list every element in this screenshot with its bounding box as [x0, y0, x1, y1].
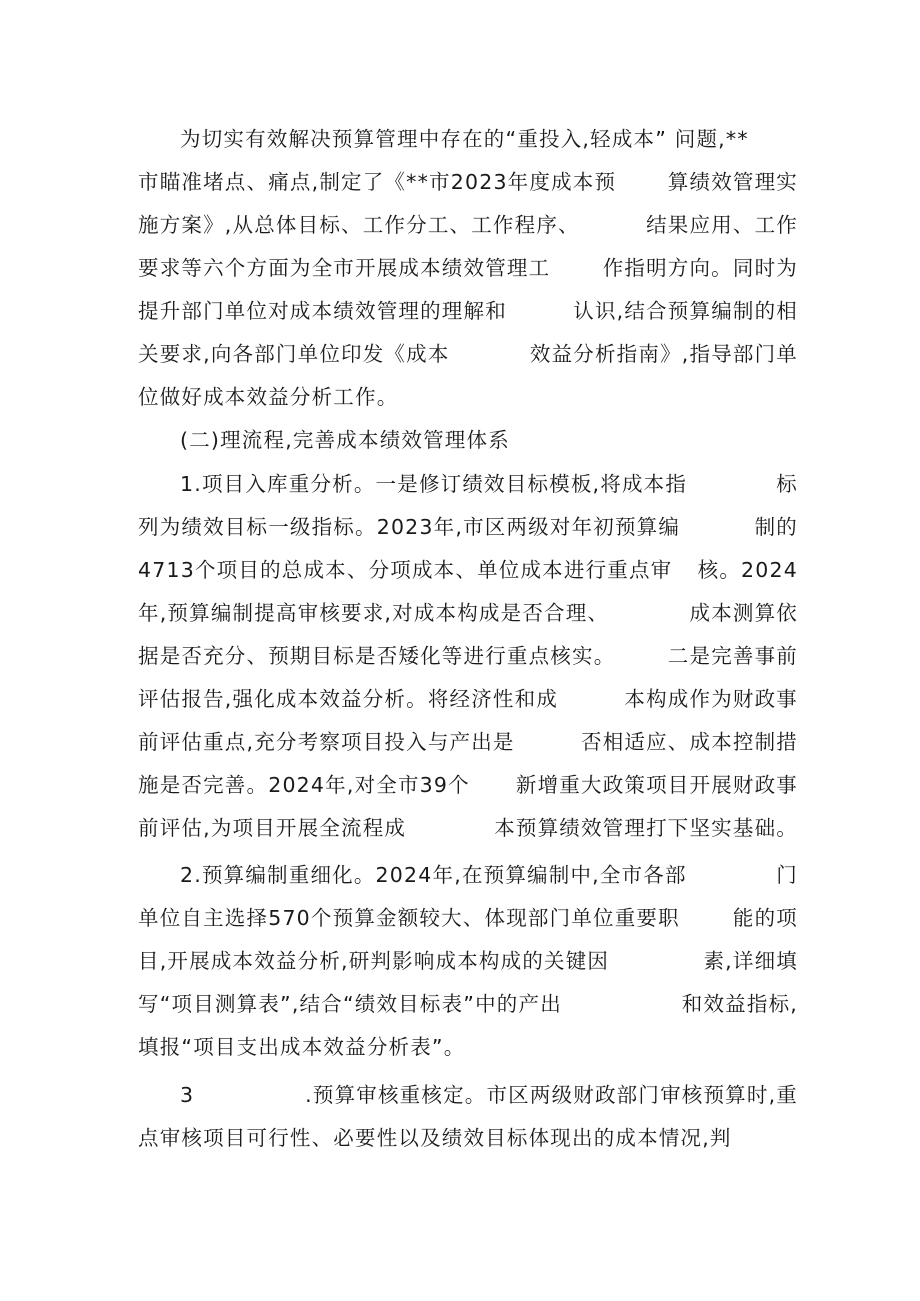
text-segment: 否相适应、成本控制措: [581, 730, 798, 754]
text-segment: 结果应用、工作: [646, 213, 798, 237]
paragraph-line: [138, 335, 798, 373]
paragraph-line: [138, 594, 798, 632]
paragraph-line: [138, 680, 798, 718]
text-segment: 素,详细填: [703, 949, 798, 973]
text-segment: 提升部门单位对成本绩效管理的理解和: [138, 299, 507, 323]
text-segment: 列为绩效目标一级指标。2023年,市区两级对年初预算编: [138, 515, 681, 539]
text-segment: 二是完善事前: [667, 644, 798, 668]
text-segment: 评估报告,强化成本效益分析。将经济性和成: [138, 687, 559, 711]
text-segment: 位做好成本效益分析工作。: [138, 385, 399, 409]
text-segment: 本构成作为财政事: [624, 687, 798, 711]
paragraph-line: [138, 1028, 798, 1066]
text-segment: 新增重大政策项目开展财政事: [515, 773, 798, 797]
paragraph-line: [138, 378, 798, 416]
text-segment: 前评估重点,充分考察项目投入与产出是: [138, 730, 515, 754]
text-segment: 核。2024: [697, 558, 798, 582]
text-segment: 4713个项目的总成本、分项成本、单位成本进行重点审: [138, 558, 673, 582]
text-segment: 写“项目测算表”,结合“绩效目标表”中的产出: [138, 992, 562, 1016]
text-segment: 目,开展成本效益分析,研判影响成本构成的关键因: [138, 949, 610, 973]
text-segment: 本预算绩效管理打下坚实基础。: [494, 816, 798, 840]
paragraph-line: [138, 723, 798, 761]
paragraph-line: [138, 292, 798, 330]
text-segment: 要求等六个方面为全市开展成本绩效管理工: [138, 256, 551, 280]
text-segment: 标: [776, 472, 798, 496]
paragraph-line: [138, 942, 798, 980]
text-segment: 成本测算依: [689, 601, 798, 625]
paragraph-line: [138, 899, 798, 937]
text-segment: 1.项目入库重分析。一是修订绩效目标模板,将成本指: [180, 472, 688, 496]
text-segment: 关要求,向各部门单位印发《成本: [138, 342, 450, 366]
text-segment: 门: [776, 863, 798, 887]
text-segment: 施方案》,从总体目标、工作分工、工作程序、: [138, 213, 580, 237]
paragraph-line: [138, 120, 798, 158]
text-segment: 施是否完善。2024年,对全市39个: [138, 773, 470, 797]
paragraph-line: [138, 856, 798, 894]
paragraph-line: [138, 249, 798, 287]
text-segment: 2.预算编制重细化。2024年,在预算编制中,全市各部: [180, 863, 687, 887]
text-segment: 3: [180, 1083, 195, 1107]
text-segment: .预算审核重核定。市区两级财政部门审核预算时,重: [305, 1083, 798, 1107]
heading-text: (二)理流程,完善成本绩效管理体系: [180, 428, 510, 452]
paragraph-line: [138, 985, 798, 1023]
paragraph-line: [138, 163, 798, 201]
text-segment: 作指明方向。同时为: [602, 256, 798, 280]
text-segment: 能的项: [732, 906, 798, 930]
paragraph-line: [138, 637, 798, 675]
text-segment: 为切实有效解决预算管理中存在的“重投入,轻成本” 问题,**: [180, 127, 749, 151]
paragraph-line: [138, 766, 798, 804]
text-segment: 填报“项目支出成本效益分析表”。: [138, 1035, 466, 1059]
section-heading: [138, 421, 798, 459]
paragraph-line: [138, 1076, 798, 1114]
text-segment: 年,预算编制提高审核要求,对成本构成是否合理、: [138, 601, 610, 625]
text-segment: 市瞄准堵点、痛点,制定了《**市2023年度成本预: [138, 170, 617, 194]
text-segment: 算绩效管理实: [667, 170, 798, 194]
text-segment: 和效益指标,: [681, 992, 798, 1016]
text-segment: 据是否充分、预期目标是否矮化等进行重点核实。: [138, 644, 616, 668]
paragraph-line: [138, 551, 798, 589]
text-segment: 制的: [754, 515, 798, 539]
paragraph-line: [138, 465, 798, 503]
paragraph-line: [138, 809, 798, 847]
paragraph-line: [138, 1119, 798, 1157]
text-segment: 单位自主选择570个预算金额较大、体现部门单位重要职: [138, 906, 680, 930]
paragraph-line: [138, 206, 798, 244]
text-segment: 效益分析指南》,指导部门单: [529, 342, 798, 366]
text-segment: 前评估,为项目开展全流程成: [138, 816, 407, 840]
paragraph-line: [138, 508, 798, 546]
text-segment: 点审核项目可行性、必要性以及绩效目标体现出的成本情况,判: [138, 1126, 732, 1150]
text-segment: 认识,结合预算编制的相: [573, 299, 798, 323]
